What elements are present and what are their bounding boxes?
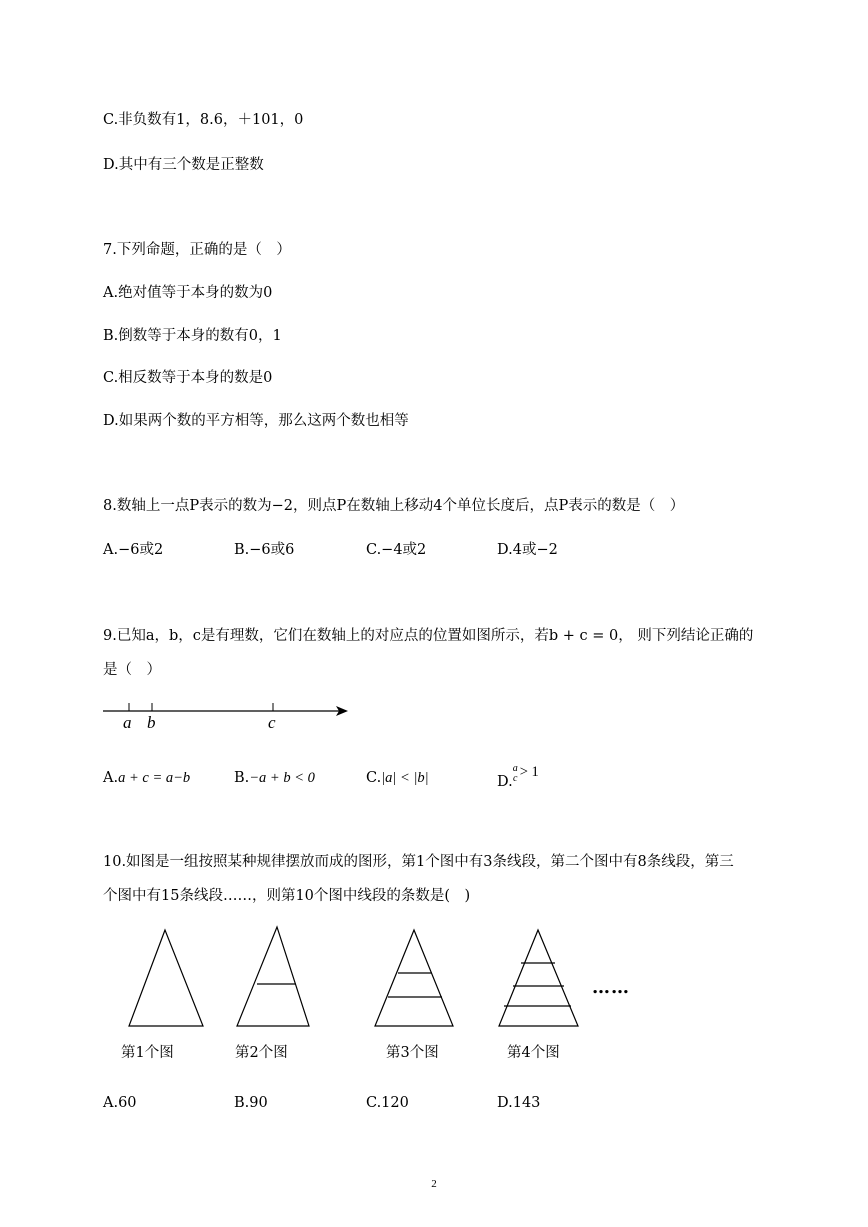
q10-option-a: A.60 [103,1095,137,1111]
q9-fraction: a c [512,763,518,784]
caption-figure-4: 第4个图 [507,1045,560,1061]
caption-figure-2: 第2个图 [235,1045,288,1061]
page-number: 2 [431,1178,437,1190]
q6-option-d: D.其中有三个数是正整数 [103,157,264,173]
triangle-1 [129,930,203,1026]
q7-option-c: C.相反数等于本身的数是0 [103,370,273,386]
q9-option-c: C.|a| < |b| [366,770,429,786]
q7-option-a: A.绝对值等于本身的数为0 [103,285,273,301]
caption-figure-3: 第3个图 [386,1045,439,1061]
q9-stem-line2: 是（ ） [103,662,161,678]
q8-stem: 8.数轴上一点P表示的数为−2，则点P在数轴上移动4个单位长度后，点P表示的数是（ ） [103,498,685,514]
triangle-4 [499,930,578,1026]
q10-stem-line1: 10.如图是一组按照某种规律摆放而成的图形，第1个图中有3条线段，第二个图中有8条线段，第三 [103,854,734,870]
triangle-3 [375,930,453,1026]
q9-option-d: D. a c > 1 [497,763,539,790]
q8-option-a: A.−6或2 [103,542,164,558]
q8-option-c: C.−4或2 [366,542,427,558]
q10-option-d: D.143 [497,1095,541,1111]
q9-option-a: A.a + c = a−b [103,770,191,786]
caption-figure-1: 第1个图 [121,1045,174,1061]
q8-option-d: D.4或−2 [497,542,558,558]
axis-label-a: a [123,713,132,732]
triangle-2 [237,927,309,1026]
q7-option-d: D.如果两个数的平方相等，那么这两个数也相等 [103,413,409,429]
q7-stem: 7.下列命题，正确的是（ ） [103,242,291,258]
axis-label-b: b [147,713,156,732]
q8-option-b: B.−6或6 [234,542,295,558]
q10-option-b: B.90 [234,1095,268,1111]
q7-option-b: B.倒数等于本身的数有0，1 [103,328,282,344]
q9-stem-line1: 9.已知a，b，c是有理数，它们在数轴上的对应点的位置如图所示，若b + c = 0， 则下列结论正确的 [103,628,754,644]
q10-option-c: C.120 [366,1095,409,1111]
axis-label-c: c [268,713,276,732]
q10-stem-line2: 个图中有15条线段……，则第10个图中线段的条数是( ) [103,888,471,904]
triangles-ellipsis: …… [592,977,630,998]
q6-option-c: C.非负数有1，8.6，＋101，0 [103,112,304,128]
q9-option-b: B.−a + b < 0 [234,770,315,786]
